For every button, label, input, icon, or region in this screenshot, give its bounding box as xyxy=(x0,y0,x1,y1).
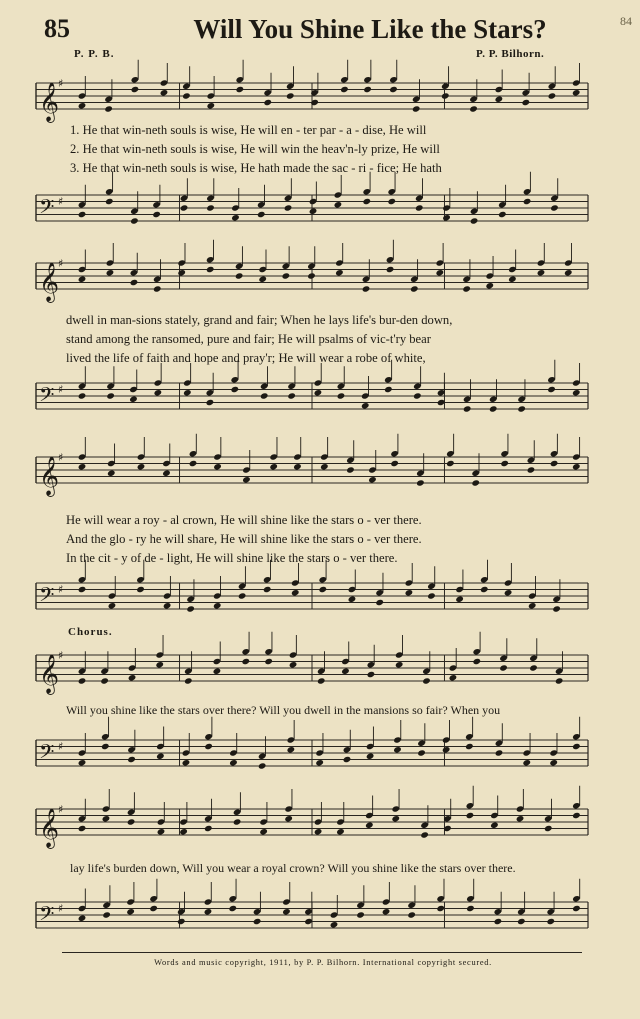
svg-text:𝄞: 𝄞 xyxy=(39,456,60,496)
svg-text:𝄞: 𝄞 xyxy=(39,654,60,694)
verse-line-1-2: 2. He that win-neth souls is wise, He will win the heav'n-ly prize, He will xyxy=(70,142,440,156)
bass-staff-system-2 xyxy=(0,368,640,424)
verse-line-1-3: 3. He that win-neth souls is wise, He hath made the sac - ri - fice; He hath xyxy=(70,161,442,175)
svg-text:♯: ♯ xyxy=(58,902,64,915)
svg-text:♯: ♯ xyxy=(58,803,64,816)
verse-line-3-1: He will wear a roy - al crown, He will shine like the stars o - ver there. xyxy=(66,513,422,527)
verse-line-2-3: lived the life of faith and hope and pray'r; He will wear a robe of white, xyxy=(66,351,426,365)
treble-staff-system-1 xyxy=(0,68,640,124)
verse-line-3-2: And the glo - ry he will share, He will shine like the stars o - ver there. xyxy=(66,532,422,546)
hymn-number: 85 xyxy=(44,14,70,43)
svg-text:𝄢: 𝄢 xyxy=(39,195,55,223)
verse-line-2-1: dwell in man-sions stately, grand and fair; When he lays life's bur-den down, xyxy=(66,313,453,327)
svg-text:𝄢: 𝄢 xyxy=(39,583,55,611)
bass-staff-chorus-2 xyxy=(0,884,640,946)
verse-line-3-3: In the cit - y of de - light, He will shine like the stars o - ver there. xyxy=(66,551,398,565)
svg-text:♯: ♯ xyxy=(58,195,64,208)
treble-staff-chorus-1 xyxy=(0,638,640,698)
svg-text:♯: ♯ xyxy=(58,649,64,662)
copyright-footer: Words and music copyright, 1911, by P. P. Bilhorn. International copyright secured. xyxy=(154,958,492,967)
verse-line-1-1: 1. He that win-neth souls is wise, He will en - ter par - a - dise, He will xyxy=(70,123,427,137)
svg-text:♯: ♯ xyxy=(58,77,64,90)
svg-text:𝄞: 𝄞 xyxy=(39,808,60,848)
hymn-title: Will You Shine Like the Stars? xyxy=(193,14,547,44)
treble-staff-system-2 xyxy=(0,246,640,306)
svg-text:♯: ♯ xyxy=(58,583,64,596)
svg-text:𝄞: 𝄞 xyxy=(39,82,60,122)
chorus-label: Chorus. xyxy=(68,626,113,638)
treble-staff-system-3 xyxy=(0,432,640,508)
bass-staff-chorus-1 xyxy=(0,724,640,782)
svg-text:♯: ♯ xyxy=(58,383,64,396)
svg-text:𝄢: 𝄢 xyxy=(39,902,55,930)
footer-rule xyxy=(62,952,582,953)
svg-text:𝄞: 𝄞 xyxy=(39,262,60,302)
bass-staff-system-3 xyxy=(0,568,640,624)
svg-text:♯: ♯ xyxy=(58,451,64,464)
treble-staff-chorus-2 xyxy=(0,790,640,854)
verse-line-2-2: stand among the ransomed, pure and fair; He will psalms of vic-t'ry bear xyxy=(66,332,431,346)
music-credit: P. P. Bilhorn. xyxy=(476,48,545,60)
svg-text:♯: ♯ xyxy=(58,740,64,753)
svg-text:♯: ♯ xyxy=(58,257,64,270)
page-mark: 84 xyxy=(620,14,632,28)
chorus-line-2: lay life's burden down, Will you wear a royal crown? Will you shine like the stars over there. xyxy=(70,861,516,875)
words-credit: P. P. B. xyxy=(74,48,115,60)
svg-text:𝄢: 𝄢 xyxy=(39,740,55,768)
chorus-line-1: Will you shine like the stars over there? Will you dwell in the mansions so fair? When you xyxy=(66,703,501,717)
bass-staff-system-1 xyxy=(0,180,640,236)
svg-text:𝄢: 𝄢 xyxy=(39,383,55,411)
